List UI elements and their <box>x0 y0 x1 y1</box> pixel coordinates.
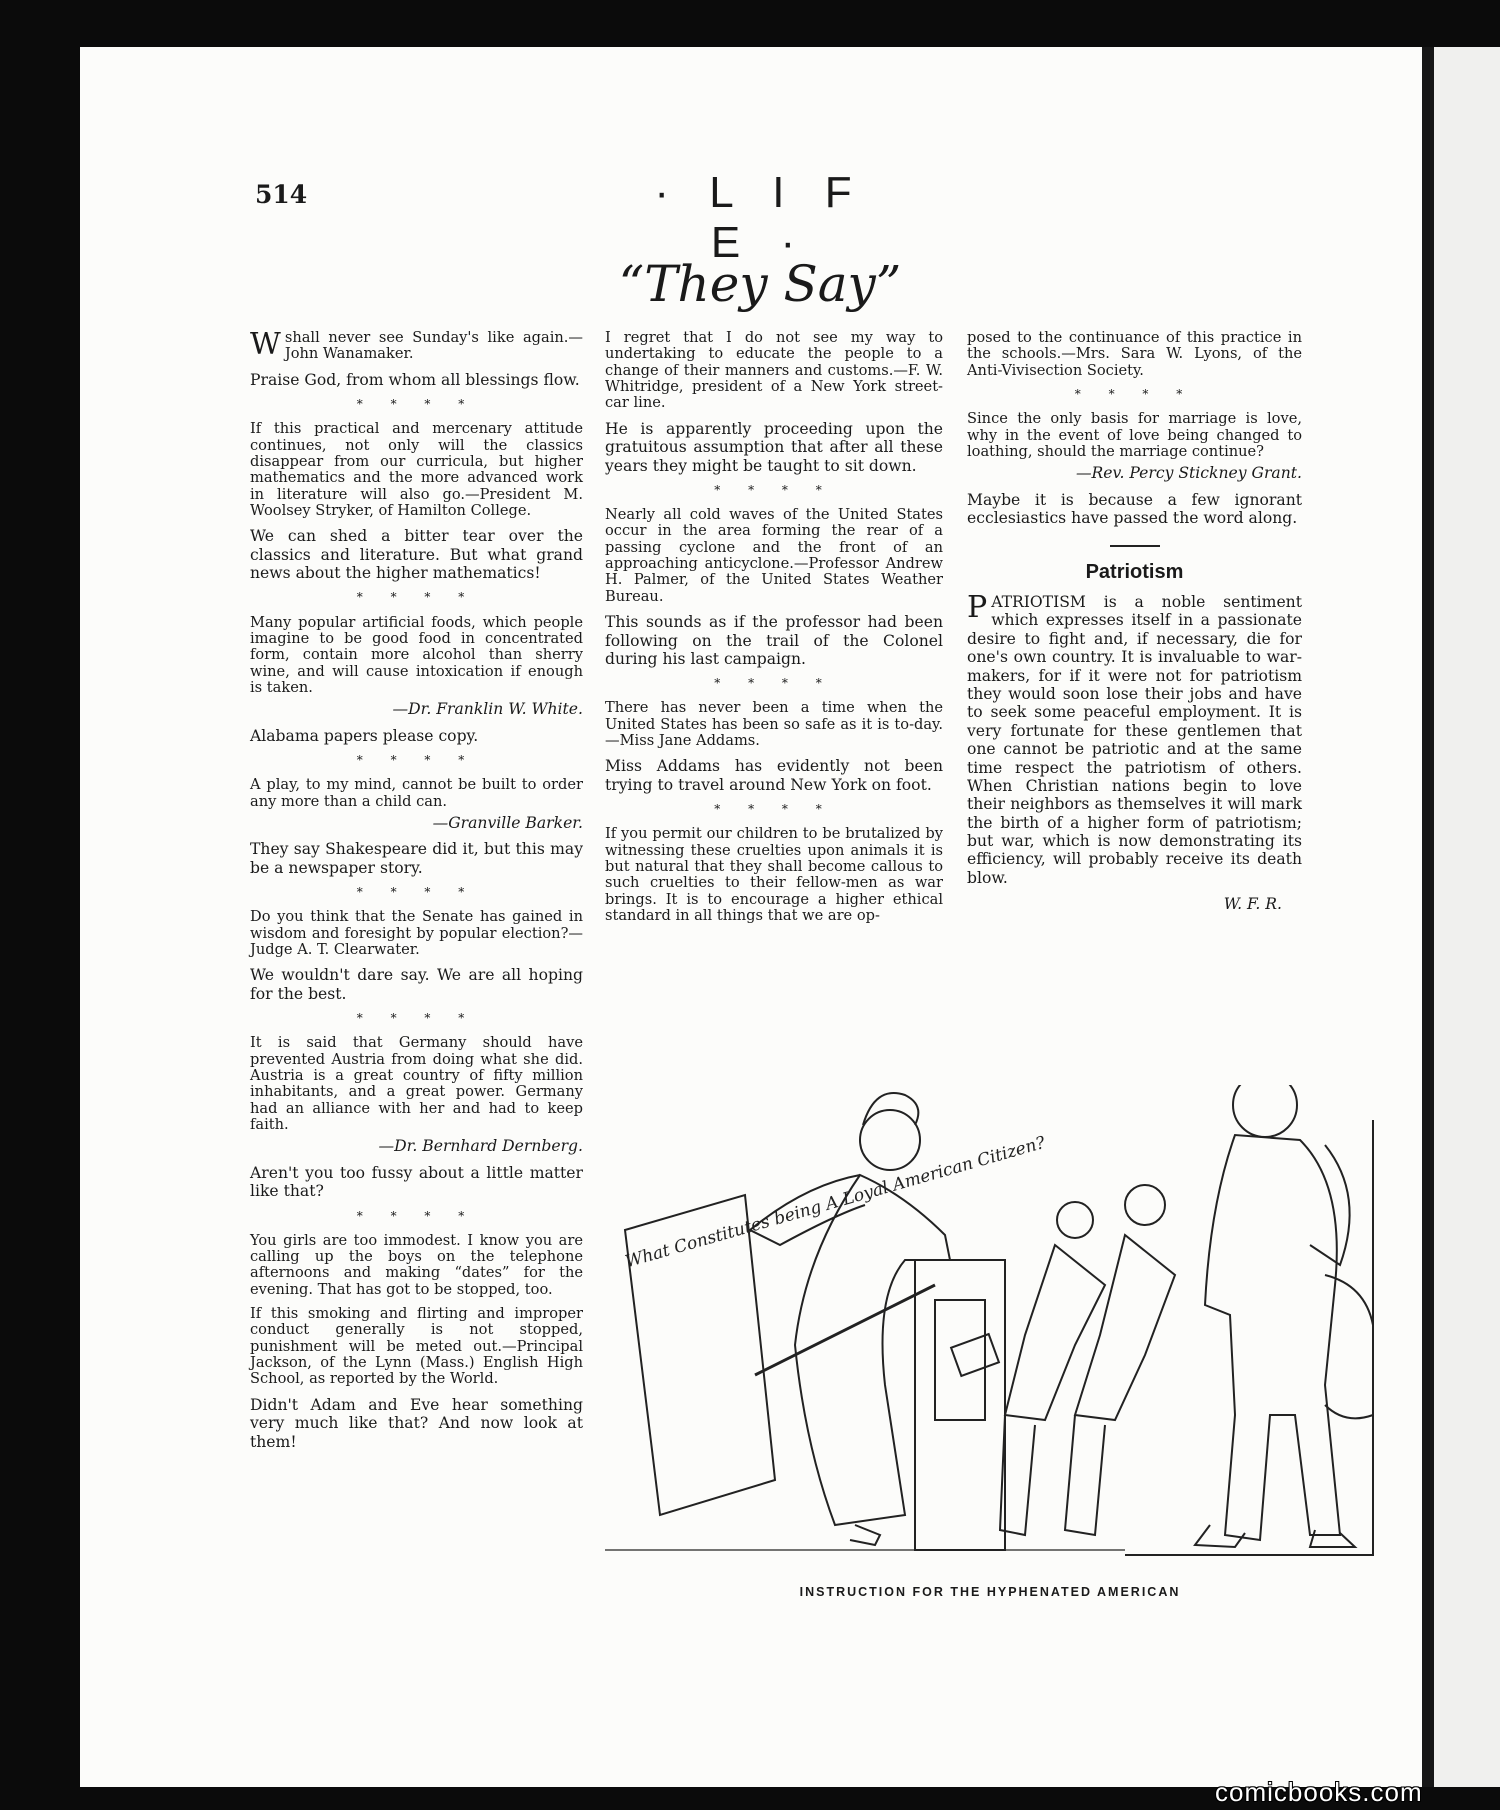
attribution: —Dr. Bernhard Dernberg. <box>378 1137 583 1156</box>
column-1 <box>250 327 583 1459</box>
standing-man-head <box>1233 1085 1297 1137</box>
section-divider: * * * * <box>714 802 834 817</box>
watermark: comicbooks.com <box>1215 1777 1423 1807</box>
comment-paragraph: They say Shakespeare did it, but this may be a newspaper story. <box>250 840 583 877</box>
quote-paragraph: You girls are too immodest. I know you are calling up the boys on the telephone afternoons and making “dates” for the evening. That has got to be stopped, too. <box>250 1231 583 1298</box>
comment-paragraph: Maybe it is because a few ignorant ecclesiastics have passed the word along. <box>967 490 1302 527</box>
page-gutter <box>1422 47 1434 1787</box>
pointer <box>755 1285 935 1375</box>
student-head <box>1057 1202 1093 1238</box>
book <box>951 1334 999 1376</box>
standing-man-body <box>1205 1135 1340 1540</box>
quote-paragraph: Nearly all cold waves of the United States occur in the area forming the rear of a passing cyclone and the front of an approaching anticyclone.—Professor Andrew H. Palmer, of the United States Weather Bureau. <box>605 506 943 605</box>
patriotism-heading: Patriotism <box>1085 561 1184 584</box>
quote-paragraph: If you permit our children to be brutalized by witnessing these cruelties upon animals it is but natural that they shall become callous to such cruelties to their fellow-men as war brings. It is to encourage a higher ethical standard in all things that we are op- <box>605 825 943 925</box>
section-divider: * * * * <box>356 753 477 768</box>
cartoon-illustration <box>605 1085 1375 1565</box>
comment-paragraph: We can shed a bitter tear over the classics and literature. But what grand news about the higher mathematics! <box>250 527 583 583</box>
section-divider: * * * * <box>356 885 477 900</box>
quote-paragraph: Wshall never see Sunday's like again.—John Wanamaker. <box>250 327 583 363</box>
woman-head <box>860 1110 920 1170</box>
section-divider: * * * * <box>714 676 834 691</box>
drop-cap: P <box>967 589 988 625</box>
sign-text: What Constitutes being A Loyal American Citizen? <box>623 1132 1048 1273</box>
drop-cap: W <box>250 327 281 362</box>
section-divider: * * * * <box>1074 387 1195 402</box>
quote-paragraph: If this smoking and flirting and improper conduct generally is not stopped, punishment will be meted out.—Principal Jackson, of the Lynn (Mass.) English High School, as reported by the World. <box>250 1305 583 1388</box>
section-divider: * * * * <box>356 590 477 605</box>
quote-paragraph: posed to the continuance of this practice in the schools.—Mrs. Sara W. Lyons, of the Anti-Vivisection Society. <box>967 329 1302 379</box>
scan-border <box>0 0 80 1810</box>
article-title: “They Say” <box>618 255 902 313</box>
comment-paragraph: Didn't Adam and Eve hear something very much like that? And now look at them! <box>250 1395 583 1451</box>
comment-paragraph: Alabama papers please copy. <box>250 726 479 745</box>
comment-paragraph: Miss Addams has evidently not been trying to travel around New York on foot. <box>605 757 943 794</box>
woman-body <box>795 1175 950 1525</box>
author-initials: W. F. R. <box>1223 895 1282 914</box>
attribution: —Rev. Percy Stickney Grant. <box>1075 464 1302 483</box>
section-divider: * * * * <box>714 482 834 497</box>
comment-paragraph: He is apparently proceeding upon the gratuitous assumption that after all these years they might be taught to sit down. <box>605 419 943 475</box>
section-divider: * * * * <box>356 397 477 412</box>
section-divider: * * * * <box>356 1011 477 1026</box>
quote-paragraph: I regret that I do not see my way to undertaking to educate the people to a change of their manners and customs.—F. W. Whitridge, president of a New York street-car line. <box>605 329 943 412</box>
quote-paragraph: There has never been a time when the United States has been so safe as it is to-day.—Miss Jane Addams. <box>605 699 943 750</box>
lectern <box>915 1260 1005 1550</box>
comment-paragraph: This sounds as if the professor had been following on the trail of the Colonel during his last campaign. <box>605 613 943 668</box>
next-page-edge <box>1434 47 1500 1787</box>
section-rule <box>1110 545 1160 547</box>
comment-paragraph: Praise God, from whom all blessings flow. <box>250 370 580 389</box>
illustration-caption: INSTRUCTION FOR THE HYPHENATED AMERICAN <box>799 1585 1181 1599</box>
quote-paragraph: It is said that Germany should have prevented Austria from doing what she did. Austria is a great country of fifty million inhabitants, and a great power. Germany had an alliance with her and had to keep faith. <box>250 1034 583 1133</box>
quote-paragraph: Since the only basis for marriage is love, why in the event of love being changed to loathing, should the marriage continue? <box>967 410 1302 460</box>
column-3 <box>967 330 1302 922</box>
comment-paragraph: Aren't you too fussy about a little matter like that? <box>250 1163 583 1201</box>
section-divider: * * * * <box>356 1208 477 1223</box>
patriotism-body: PATRIOTISM is a noble sentiment which expresses itself in a passionate desire to fight and, if necessary, die for one's own country. It is invaluable to war-makers, for if it were not for patriotism they would soon lose their jobs and have to seek some peaceful employment. It is very fortunate for these gentlemen that one cannot be patriotic and at the same time respect the patriotism of others. When Christian nations begin to love their neighbors as themselves it will mark the birth of a higher form of patriotism; but war, which is now demonstrating its efficiency, will probably receive its death blow. <box>967 589 1302 887</box>
page-number: 514 <box>255 180 308 209</box>
column-2 <box>605 330 943 932</box>
attribution: —Dr. Franklin W. White. <box>392 700 583 719</box>
quote-paragraph: Many popular artificial foods, which people imagine to be good food in concentrated form, contain more alcohol than sherry wine, and will cause intoxication if enough is taken. <box>250 613 583 696</box>
comment-paragraph: We wouldn't dare say. We are all hoping for the best. <box>250 966 583 1003</box>
student-head <box>1125 1185 1165 1225</box>
masthead: · L I F E · <box>654 168 866 267</box>
quote-paragraph: Do you think that the Senate has gained in wisdom and foresight by popular election?—Judge A. T. Clearwater. <box>250 908 583 958</box>
attribution: —Granville Barker. <box>432 813 583 832</box>
quote-paragraph: A play, to my mind, cannot be built to order any more than a child can. <box>250 776 583 810</box>
quote-paragraph: If this practical and mercenary attitude continues, not only will the classics disappear from our curricula, but higher mathematics and the more advanced work in literature will also go.—President M. Woolsey Stryker, of Hamilton College. <box>250 420 583 519</box>
